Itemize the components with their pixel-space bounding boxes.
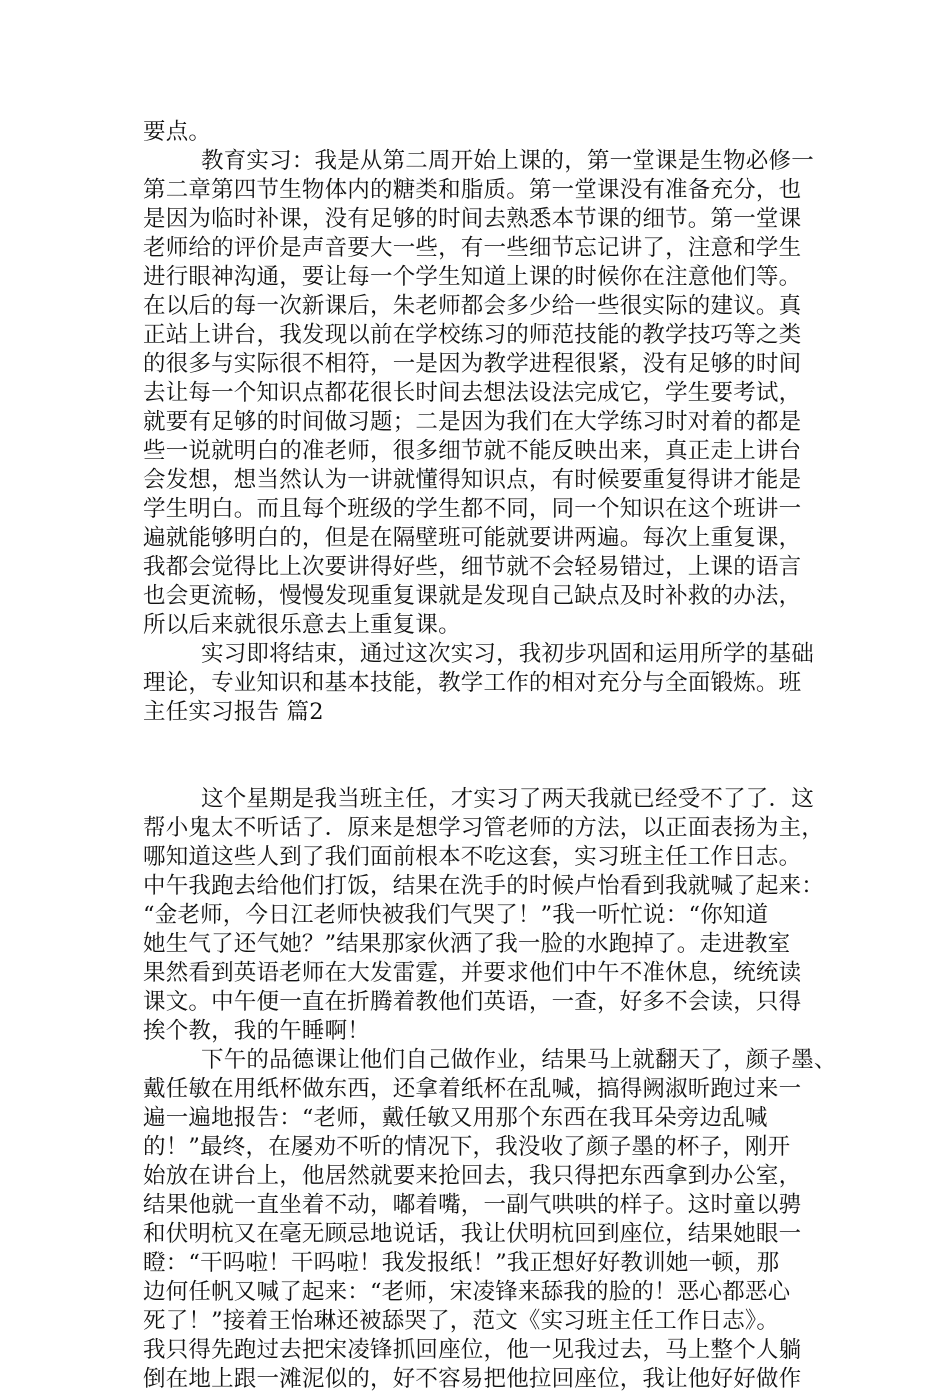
paragraph-start-line: 教育实习：我是从第二周开始上课的，第一堂课是生物必修一 — [201, 148, 814, 174]
text-line: 中午我跑去给他们打饭，结果在洗手的时候卢怡看到我就喊了起来： — [143, 873, 825, 899]
text-line: 所以后来就很乐意去上重复课。 — [143, 612, 461, 638]
text-line: 边何任帆又喊了起来：“老师，宋凌锋来舔我的脸的！恶心都恶心 — [143, 1279, 791, 1305]
text-line: 去让每一个知识点都花很长时间去想法设法完成它，学生要考试， — [143, 380, 802, 406]
text-line: 在以后的每一次新课后，朱老师都会多少给一些很实际的建议。真 — [143, 293, 802, 319]
text-line: 戴任敏在用纸杯做东西，还拿着纸杯在乱喊，搞得阙淑昕跑过来一 — [143, 1076, 802, 1102]
text-line: 瞪：“干吗啦！干吗啦！我发报纸！”我正想好好教训她一顿，那 — [143, 1250, 780, 1276]
text-line: 和伏明杭又在毫无顾忌地说话，我让伏明杭回到座位，结果她眼一 — [143, 1221, 802, 1247]
text-line: 就要有足够的时间做习题；二是因为我们在大学练习时对着的都是 — [143, 409, 802, 435]
text-line: 果然看到英语老师在大发雷霆，并要求他们中午不准休息，统统读 — [143, 960, 802, 986]
paragraph-start-line: 下午的品德课让他们自己做作业，结果马上就翻天了，颜子墨、 — [201, 1047, 837, 1073]
text-line: 的！”最终，在屡劝不听的情况下，我没收了颜子墨的杯子，刚开 — [143, 1134, 791, 1160]
text-line: 结果他就一直坐着不动，嘟着嘴，一副气哄哄的样子。这时童以骋 — [143, 1192, 802, 1218]
text-line: 理论，专业知识和基本技能，教学工作的相对充分与全面锻炼。班 — [143, 670, 802, 696]
text-line: 的很多与实际很不相符，一是因为教学进程很紧，没有足够的时间 — [143, 351, 802, 377]
text-line: “金老师，今日江老师快被我们气哭了！”我一听忙说：“你知道 — [143, 902, 769, 928]
text-line: 老师给的评价是声音要大一些，有一些细节忘记讲了，注意和学生 — [143, 235, 802, 261]
text-line: 倒在地上跟一滩泥似的，好不容易把他拉回座位，我让他好好做作 — [143, 1366, 802, 1392]
text-line: 挨个教，我的午睡啊！ — [143, 1018, 371, 1044]
text-line: 遍就能够明白的，但是在隔壁班可能就要讲两遍。每次上重复课， — [143, 525, 802, 551]
text-line: 遍一遍地报告：“老师，戴任敏又用那个东西在我耳朵旁边乱喊 — [143, 1105, 768, 1131]
text-line: 正站上讲台，我发现以前在学校练习的师范技能的教学技巧等之类 — [143, 322, 802, 348]
text-line: 第二章第四节生物体内的糖类和脂质。第一堂课没有准备充分，也 — [143, 177, 802, 203]
text-line: 我都会觉得比上次要讲得好些，细节就不会轻易错过，上课的语言 — [143, 554, 802, 580]
text-line: 死了！”接着王怡琳还被舔哭了，范文《实习班主任工作日志》。 — [143, 1308, 780, 1334]
section-heading-line: 主任实习报告 篇2 — [143, 699, 324, 725]
text-line: 也会更流畅，慢慢发现重复课就是发现自己缺点及时补救的办法， — [143, 583, 802, 609]
text-line: 进行眼神沟通，要让每一个学生知道上课的时候你在注意他们等。 — [143, 264, 802, 290]
text-line: 些一说就明白的准老师，很多细节就不能反映出来，真正走上讲台 — [143, 438, 802, 464]
paragraph-start-line: 这个星期是我当班主任，才实习了两天我就已经受不了了．这 — [201, 786, 814, 812]
paragraph-start-line: 实习即将结束，通过这次实习，我初步巩固和运用所学的基础 — [201, 641, 814, 667]
text-line: 帮小鬼太不听话了．原来是想学习管老师的方法，以正面表扬为主， — [143, 815, 825, 841]
text-line: 要点。 — [143, 119, 212, 145]
text-line: 会发想，想当然认为一讲就懂得知识点，有时候要重复得讲才能是 — [143, 467, 802, 493]
text-line: 课文。中午便一直在折腾着教他们英语，一查，好多不会读，只得 — [143, 989, 802, 1015]
document-page — [143, 118, 837, 1394]
text-line: 她生气了还气她？”结果那家伙洒了我一脸的水跑掉了。走进教室 — [143, 931, 791, 957]
text-line: 学生明白。而且每个班级的学生都不同，同一个知识在这个班讲一 — [143, 496, 802, 522]
text-line: 我只得先跑过去把宋凌锋抓回座位，他一见我过去，马上整个人躺 — [143, 1337, 802, 1363]
text-line: 始放在讲台上，他居然就要来抢回去，我只得把东西拿到办公室， — [143, 1163, 802, 1189]
section-gap — [143, 727, 811, 785]
text-line: 是因为临时补课，没有足够的时间去熟悉本节课的细节。第一堂课 — [143, 206, 802, 232]
text-line: 哪知道这些人到了我们面前根本不吃这套，实习班主任工作日志。 — [143, 844, 802, 870]
